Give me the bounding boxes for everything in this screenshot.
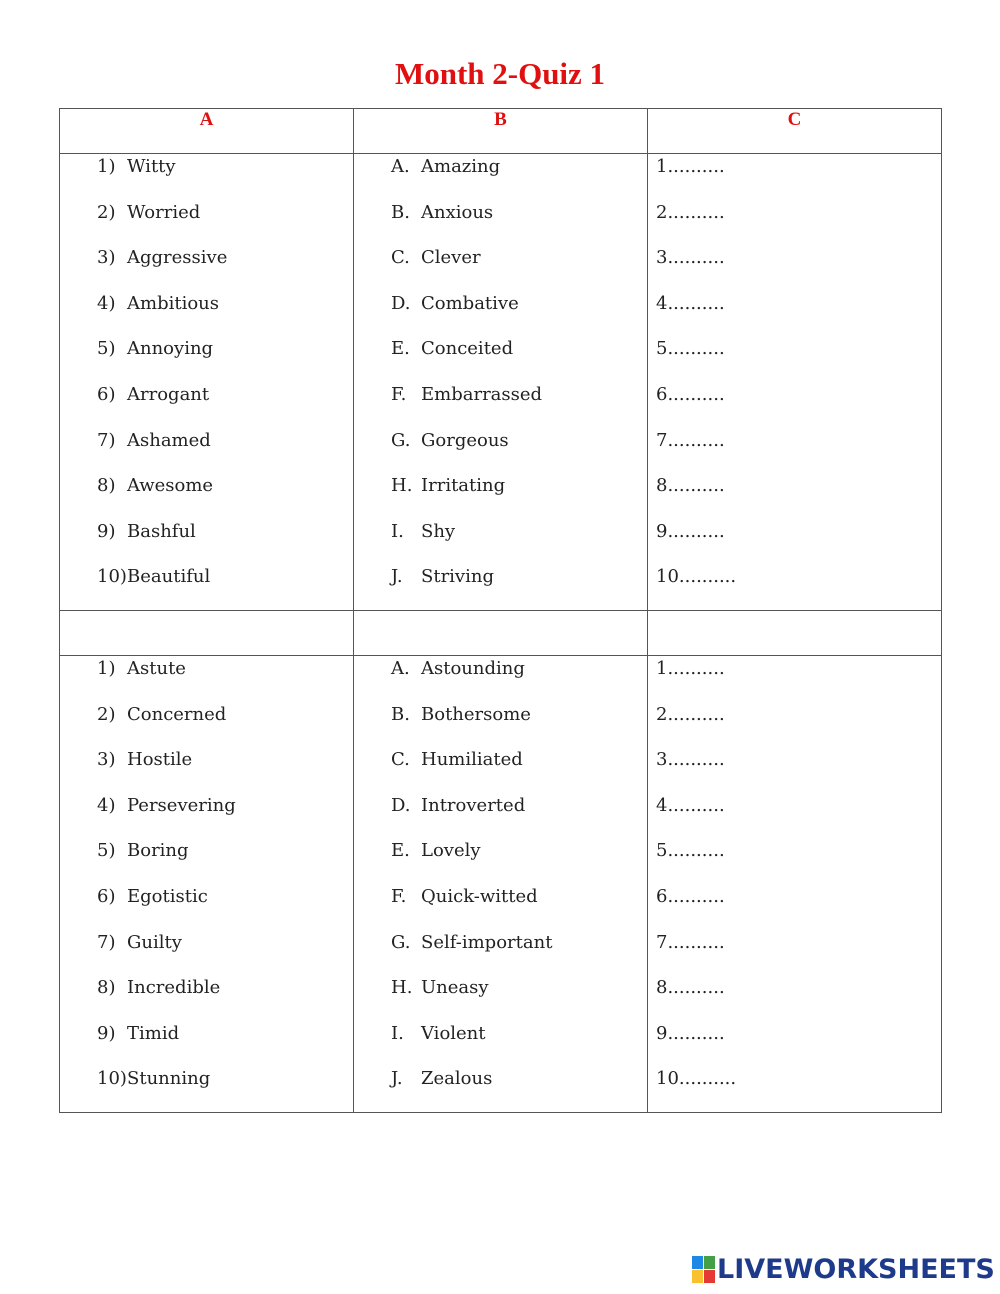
answer-blank[interactable]: 8.......... [656,475,725,497]
column-a-item [60,702,353,748]
item-letter: E. [391,338,410,360]
answer-blank[interactable]: 5.......... [656,840,725,862]
word-a: Boring [127,840,189,862]
word-a: Beautiful [127,566,211,588]
item-letter: G. [391,931,411,953]
item-letter: A. [391,657,410,679]
item-letter: I. [391,1022,404,1044]
column-a-item [60,1021,353,1067]
item-number: 2) [97,703,116,725]
item-letter: C. [391,749,410,771]
item-letter: F. [391,383,407,405]
column-a-item [60,564,353,610]
page-title: Month 2-Quiz 1 [394,56,606,91]
column-a-item [60,473,353,519]
item-letter: J. [391,566,403,588]
item-number: 6) [97,885,116,907]
word-a: Hostile [127,749,193,771]
word-b: Quick-witted [421,885,538,907]
word-b: Striving [421,566,494,588]
answer-blank[interactable]: 1.......... [656,156,725,177]
column-b-item [354,291,647,337]
word-b: Embarrassed [421,383,543,405]
column-a-item [60,382,353,428]
column-header-a: A [60,109,354,154]
word-a: Annoying [127,338,214,360]
item-letter: D. [391,794,411,816]
item-number: 2) [97,201,116,223]
answer-blank[interactable]: 1.......... [656,657,725,679]
item-number: 4) [97,292,116,314]
item-number: 8) [97,977,116,999]
word-a: Witty [127,156,176,177]
answer-blank[interactable]: 3.......... [656,749,725,771]
item-letter: E. [391,840,410,862]
answer-blank[interactable]: 2.......... [656,201,725,223]
column-b-item [354,473,647,519]
answer-blank[interactable]: 9.......... [656,1022,725,1044]
answer-blank[interactable]: 7.......... [656,429,725,451]
column-b-item [354,382,647,428]
answer-blank[interactable]: 10.......... [656,566,737,588]
item-number: 7) [97,931,116,953]
word-a: Guilty [127,931,182,953]
column-b-item [354,245,647,291]
block-1-column-c [648,154,942,611]
column-b-item [354,838,647,884]
column-a-item [60,1066,353,1112]
column-a-item [60,884,353,930]
word-b: Astounding [421,657,525,679]
word-b: Irritating [421,475,506,497]
block-2-column-a [60,655,354,1112]
item-letter: I. [391,520,404,542]
answer-blank[interactable]: 8.......... [656,977,725,999]
word-b: Lovely [421,840,481,862]
block-row-2 [60,655,942,1112]
column-b-item [354,1021,647,1067]
word-b: Humiliated [421,749,523,771]
column-b-item [354,656,647,702]
word-b: Self-important [421,931,553,953]
column-a-item [60,793,353,839]
word-b: Zealous [421,1068,493,1090]
word-b: Combative [421,292,519,314]
answer-blank[interactable]: 10.......... [656,1068,737,1090]
quiz-table [59,108,942,1113]
word-b: Amazing [421,156,501,177]
liveworksheets-logo [692,1253,995,1285]
column-a-item [60,930,353,976]
answer-blank[interactable]: 4.......... [656,794,725,816]
item-number: 10) [97,1068,127,1090]
column-a-item [60,154,353,200]
column-a-item [60,747,353,793]
item-number: 9) [97,520,116,542]
answer-blank[interactable]: 3.......... [656,247,725,269]
word-b: Uneasy [421,977,489,999]
item-letter: H. [391,977,413,999]
word-a: Concerned [127,703,227,725]
word-a: Arrogant [127,383,210,405]
item-number: 4) [97,794,116,816]
word-a: Astute [127,657,186,679]
item-letter: D. [391,292,411,314]
block-row-1 [60,154,942,611]
block-2-column-b [354,655,648,1112]
block-1-column-a [60,154,354,611]
item-number: 3) [97,247,116,269]
word-a: Egotistic [127,885,208,907]
word-b: Anxious [421,201,494,223]
answer-blank[interactable]: 9.......... [656,520,725,542]
liveworksheets-cube-icon [692,1256,714,1282]
column-a-item [60,428,353,474]
logo-text: LIVEWORKSHEETS [717,1253,995,1285]
word-a: Timid [127,1022,180,1044]
column-header-c: C [648,109,942,154]
item-letter: H. [391,475,413,497]
word-a: Aggressive [127,247,228,269]
spacer-cell [60,610,354,655]
column-a-item [60,838,353,884]
block-1-column-b [354,154,648,611]
column-b-item [354,428,647,474]
column-b-item [354,336,647,382]
answer-blank[interactable]: 5.......... [656,338,725,360]
item-number: 8) [97,475,116,497]
word-a: Awesome [127,475,214,497]
spacer-row [60,610,942,655]
word-b: Conceited [421,338,514,360]
column-a-item [60,291,353,337]
item-letter: A. [391,156,410,177]
item-number: 5) [97,840,116,862]
column-b-item [354,154,647,200]
item-letter: B. [391,703,410,725]
item-number: 10) [97,566,127,588]
word-b: Introverted [421,794,526,816]
spacer-cell [354,610,648,655]
column-a-item [60,200,353,246]
item-number: 6) [97,383,116,405]
column-b-item [354,975,647,1021]
item-number: 3) [97,749,116,771]
column-a-item [60,656,353,702]
column-a-item [60,519,353,565]
item-letter: B. [391,201,410,223]
column-b-item [354,747,647,793]
word-a: Bashful [127,520,196,542]
item-letter: C. [391,247,410,269]
word-a: Incredible [127,977,221,999]
word-b: Bothersome [421,703,531,725]
column-b-item [354,564,647,610]
item-number: 1) [97,156,116,177]
answer-blank[interactable]: 6.......... [656,885,725,907]
answer-blank[interactable]: 6.......... [656,383,725,405]
column-a-item [60,975,353,1021]
item-letter: J. [391,1068,403,1090]
column-b-item [354,930,647,976]
block-2-column-c [648,655,942,1112]
column-b-item [354,200,647,246]
item-number: 5) [97,338,116,360]
answer-blank[interactable]: 2.......... [656,703,725,725]
word-b: Clever [421,247,481,269]
word-a: Worried [127,201,201,223]
word-a: Persevering [127,794,236,816]
column-a-item [60,245,353,291]
column-header-b: B [354,109,648,154]
item-number: 7) [97,429,116,451]
word-b: Gorgeous [421,429,509,451]
word-a: Ambitious [127,292,220,314]
header-row [60,109,942,154]
answer-blank[interactable]: 7.......... [656,931,725,953]
answer-blank[interactable]: 4.......... [656,292,725,314]
item-letter: G. [391,429,411,451]
word-a: Ashamed [127,429,211,451]
word-a: Stunning [127,1068,211,1090]
column-b-item [354,702,647,748]
word-b: Violent [421,1022,486,1044]
item-letter: F. [391,885,407,907]
column-b-item [354,519,647,565]
item-number: 1) [97,657,116,679]
column-b-item [354,1066,647,1112]
word-b: Shy [421,520,456,542]
column-b-item [354,793,647,839]
spacer-cell [648,610,942,655]
column-b-item [354,884,647,930]
column-a-item [60,336,353,382]
item-number: 9) [97,1022,116,1044]
